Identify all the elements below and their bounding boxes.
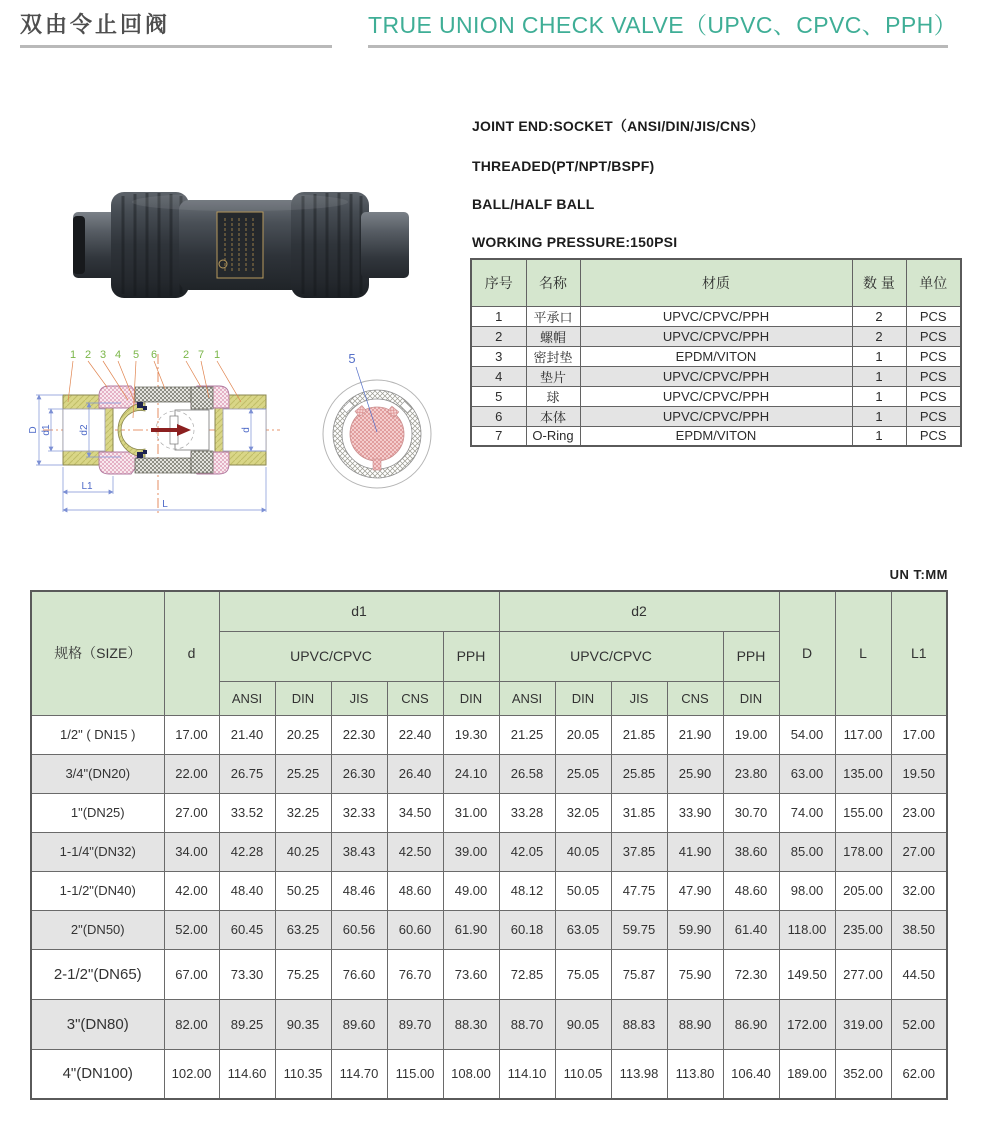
dim-value-cell: 20.25 xyxy=(275,715,331,754)
dim-value-cell: 59.75 xyxy=(611,910,667,949)
parts-table-cell: 1 xyxy=(852,366,906,386)
dim-value-cell: 42.28 xyxy=(219,832,275,871)
product-photo-valve xyxy=(65,152,415,340)
dim-table-row xyxy=(31,999,947,1049)
dim-table-row xyxy=(31,754,947,793)
dim-value-cell: 26.75 xyxy=(219,754,275,793)
parts-table-cell: 5 xyxy=(471,386,526,406)
dim-label-L1: L1 xyxy=(81,481,93,492)
parts-table-row xyxy=(471,406,961,426)
parts-table-cell: 1 xyxy=(852,386,906,406)
callout-2b: 2 xyxy=(182,349,190,361)
dim-value-cell: 82.00 xyxy=(164,999,219,1049)
parts-table-cell: PCS xyxy=(906,366,961,386)
dim-value-cell: 114.70 xyxy=(331,1049,387,1099)
parts-header-name: 名称 xyxy=(526,259,580,306)
size-cell: 1-1/2"(DN40) xyxy=(31,871,164,910)
dim-value-cell: 48.60 xyxy=(723,871,779,910)
dim-value-cell: 205.00 xyxy=(835,871,891,910)
parts-table-cell: EPDM/VITON xyxy=(580,346,852,366)
dim-value-cell: 59.90 xyxy=(667,910,723,949)
parts-table-cell: 球 xyxy=(526,386,580,406)
dim-value-cell: 88.70 xyxy=(499,999,555,1049)
dim-value-cell: 115.00 xyxy=(387,1049,443,1099)
spec-line-pressure: WORKING PRESSURE:150PSI xyxy=(472,234,678,250)
dim-value-cell: 149.50 xyxy=(779,949,835,999)
spec-line-joint-end: JOINT END:SOCKET（ANSI/DIN/JIS/CNS） xyxy=(472,118,765,134)
technical-drawing xyxy=(25,345,465,537)
D-column-header: D xyxy=(779,591,835,715)
dim-value-cell: 23.80 xyxy=(723,754,779,793)
dim-value-cell: 63.25 xyxy=(275,910,331,949)
title-underline-left xyxy=(20,45,332,48)
dim-value-cell: 117.00 xyxy=(835,715,891,754)
dim-value-cell: 72.30 xyxy=(723,949,779,999)
dim-value-cell: 42.50 xyxy=(387,832,443,871)
d2-jis-header: JIS xyxy=(611,681,667,715)
dim-value-cell: 90.05 xyxy=(555,999,611,1049)
dim-value-cell: 277.00 xyxy=(835,949,891,999)
dim-value-cell: 24.10 xyxy=(443,754,499,793)
valve-end-view xyxy=(323,351,431,488)
dim-value-cell: 33.28 xyxy=(499,793,555,832)
dim-value-cell: 89.25 xyxy=(219,999,275,1049)
dim-value-cell: 17.00 xyxy=(164,715,219,754)
d2-pph-header: PPH xyxy=(723,631,779,681)
callout-1b: 1 xyxy=(213,349,221,361)
d2-ansi-header: ANSI xyxy=(499,681,555,715)
page-title-english: TRUE UNION CHECK VALVE（UPVC、CPVC、PPH） xyxy=(368,12,958,38)
dim-value-cell: 76.70 xyxy=(387,949,443,999)
dim-value-cell: 135.00 xyxy=(835,754,891,793)
parts-table-cell: 2 xyxy=(471,326,526,346)
size-cell: 1/2" ( DN15 ) xyxy=(31,715,164,754)
end-view-callout-5: 5 xyxy=(348,351,356,366)
dim-value-cell: 25.90 xyxy=(667,754,723,793)
dim-value-cell: 48.12 xyxy=(499,871,555,910)
parts-table-cell: 1 xyxy=(852,426,906,446)
parts-header-no: 序号 xyxy=(471,259,526,306)
d1-pph-din-header: DIN xyxy=(443,681,499,715)
dim-value-cell: 50.05 xyxy=(555,871,611,910)
dim-value-cell: 67.00 xyxy=(164,949,219,999)
parts-table-cell: 2 xyxy=(852,306,906,326)
dim-value-cell: 25.25 xyxy=(275,754,331,793)
dim-value-cell: 19.50 xyxy=(891,754,947,793)
dim-value-cell: 32.00 xyxy=(891,871,947,910)
dim-value-cell: 114.10 xyxy=(499,1049,555,1099)
dim-value-cell: 34.50 xyxy=(387,793,443,832)
dim-label-d: d xyxy=(241,427,252,433)
size-cell: 2"(DN50) xyxy=(31,910,164,949)
d2-pph-din-header: DIN xyxy=(723,681,779,715)
dim-value-cell: 114.60 xyxy=(219,1049,275,1099)
dim-value-cell: 110.05 xyxy=(555,1049,611,1099)
callout-5: 5 xyxy=(132,349,140,361)
parts-table-cell: EPDM/VITON xyxy=(580,426,852,446)
spec-line-ball: BALL/HALF BALL xyxy=(472,196,595,212)
dim-value-cell: 34.00 xyxy=(164,832,219,871)
dim-value-cell: 108.00 xyxy=(443,1049,499,1099)
dim-value-cell: 38.50 xyxy=(891,910,947,949)
dim-value-cell: 44.50 xyxy=(891,949,947,999)
dim-value-cell: 75.87 xyxy=(611,949,667,999)
valve-photo-graphic xyxy=(73,192,409,298)
dim-value-cell: 25.05 xyxy=(555,754,611,793)
d2-cns-header: CNS xyxy=(667,681,723,715)
parts-table xyxy=(470,258,962,447)
dim-value-cell: 75.90 xyxy=(667,949,723,999)
dim-value-cell: 26.58 xyxy=(499,754,555,793)
dim-value-cell: 48.40 xyxy=(219,871,275,910)
dim-value-cell: 352.00 xyxy=(835,1049,891,1099)
callout-7: 7 xyxy=(197,349,205,361)
parts-table-cell: 4 xyxy=(471,366,526,386)
dim-value-cell: 37.85 xyxy=(611,832,667,871)
parts-table-cell: PCS xyxy=(906,346,961,366)
dim-value-cell: 49.00 xyxy=(443,871,499,910)
parts-table-cell: O-Ring xyxy=(526,426,580,446)
d1-group-header: d1 xyxy=(219,591,499,631)
parts-table-cell: PCS xyxy=(906,426,961,446)
unit-note: UN T:MM xyxy=(889,567,948,582)
spec-line-threaded: THREADED(PT/NPT/BSPF) xyxy=(472,158,655,174)
dim-value-cell: 60.56 xyxy=(331,910,387,949)
parts-table-cell: 7 xyxy=(471,426,526,446)
dim-value-cell: 22.30 xyxy=(331,715,387,754)
dim-value-cell: 21.40 xyxy=(219,715,275,754)
dim-value-cell: 47.90 xyxy=(667,871,723,910)
d1-cns-header: CNS xyxy=(387,681,443,715)
dimension-table xyxy=(30,590,948,1100)
parts-table-cell: 1 xyxy=(852,346,906,366)
size-column-header: 规格（SIZE） xyxy=(31,591,164,715)
dim-value-cell: 21.25 xyxy=(499,715,555,754)
parts-table-cell: UPVC/CPVC/PPH xyxy=(580,366,852,386)
callout-6: 6 xyxy=(150,349,158,361)
dim-value-cell: 48.46 xyxy=(331,871,387,910)
dim-value-cell: 47.75 xyxy=(611,871,667,910)
dim-value-cell: 26.40 xyxy=(387,754,443,793)
dim-table-row xyxy=(31,949,947,999)
callout-4: 4 xyxy=(114,349,122,361)
d1-upvc-cpvc-header: UPVC/CPVC xyxy=(219,631,443,681)
parts-table-cell: UPVC/CPVC/PPH xyxy=(580,386,852,406)
dim-value-cell: 38.43 xyxy=(331,832,387,871)
dim-value-cell: 38.60 xyxy=(723,832,779,871)
dim-value-cell: 48.60 xyxy=(387,871,443,910)
d2-group-header: d2 xyxy=(499,591,779,631)
dim-table-row xyxy=(31,910,947,949)
dim-value-cell: 42.05 xyxy=(499,832,555,871)
dim-value-cell: 178.00 xyxy=(835,832,891,871)
parts-table-cell: 垫片 xyxy=(526,366,580,386)
dim-table-row xyxy=(31,793,947,832)
dim-value-cell: 113.80 xyxy=(667,1049,723,1099)
dim-value-cell: 33.90 xyxy=(667,793,723,832)
d1-pph-header: PPH xyxy=(443,631,499,681)
dim-value-cell: 86.90 xyxy=(723,999,779,1049)
parts-table-row xyxy=(471,346,961,366)
dim-value-cell: 63.05 xyxy=(555,910,611,949)
dim-value-cell: 30.70 xyxy=(723,793,779,832)
dim-value-cell: 25.85 xyxy=(611,754,667,793)
dim-value-cell: 60.45 xyxy=(219,910,275,949)
dim-value-cell: 85.00 xyxy=(779,832,835,871)
dim-value-cell: 189.00 xyxy=(779,1049,835,1099)
dim-value-cell: 74.00 xyxy=(779,793,835,832)
d1-jis-header: JIS xyxy=(331,681,387,715)
dim-table-row xyxy=(31,871,947,910)
dim-value-cell: 26.30 xyxy=(331,754,387,793)
title-underline-right xyxy=(368,45,948,48)
dim-value-cell: 50.25 xyxy=(275,871,331,910)
valve-cross-section xyxy=(28,349,280,514)
parts-table-cell: 1 xyxy=(852,406,906,426)
dim-value-cell: 33.52 xyxy=(219,793,275,832)
dim-value-cell: 155.00 xyxy=(835,793,891,832)
dim-value-cell: 42.00 xyxy=(164,871,219,910)
parts-table-cell: 6 xyxy=(471,406,526,426)
dim-value-cell: 172.00 xyxy=(779,999,835,1049)
dim-value-cell: 32.33 xyxy=(331,793,387,832)
dim-value-cell: 89.70 xyxy=(387,999,443,1049)
dim-value-cell: 40.05 xyxy=(555,832,611,871)
page-title-chinese: 双由令止回阀 xyxy=(20,12,171,37)
dim-value-cell: 17.00 xyxy=(891,715,947,754)
dim-value-cell: 118.00 xyxy=(779,910,835,949)
dim-value-cell: 75.05 xyxy=(555,949,611,999)
L1-column-header: L1 xyxy=(891,591,947,715)
parts-table-cell: UPVC/CPVC/PPH xyxy=(580,306,852,326)
parts-table-cell: UPVC/CPVC/PPH xyxy=(580,406,852,426)
size-cell: 2-1/2"(DN65) xyxy=(31,949,164,999)
dim-value-cell: 31.00 xyxy=(443,793,499,832)
parts-header-unit: 单位 xyxy=(906,259,961,306)
d1-ansi-header: ANSI xyxy=(219,681,275,715)
dim-value-cell: 22.40 xyxy=(387,715,443,754)
parts-table-cell: 1 xyxy=(471,306,526,326)
parts-table-body xyxy=(471,306,961,446)
dim-value-cell: 19.30 xyxy=(443,715,499,754)
dim-value-cell: 40.25 xyxy=(275,832,331,871)
dim-value-cell: 61.40 xyxy=(723,910,779,949)
dim-value-cell: 27.00 xyxy=(164,793,219,832)
parts-table-cell: UPVC/CPVC/PPH xyxy=(580,326,852,346)
dim-label-d2: d2 xyxy=(79,424,90,436)
parts-header-material: 材质 xyxy=(580,259,852,306)
dim-value-cell: 88.90 xyxy=(667,999,723,1049)
dim-value-cell: 54.00 xyxy=(779,715,835,754)
dim-label-L: L xyxy=(162,499,168,510)
size-cell: 4"(DN100) xyxy=(31,1049,164,1099)
dim-value-cell: 235.00 xyxy=(835,910,891,949)
parts-table-cell: 3 xyxy=(471,346,526,366)
d2-din-header: DIN xyxy=(555,681,611,715)
dim-value-cell: 27.00 xyxy=(891,832,947,871)
dim-table-row xyxy=(31,1049,947,1099)
dim-value-cell: 32.25 xyxy=(275,793,331,832)
dim-value-cell: 22.00 xyxy=(164,754,219,793)
dim-value-cell: 61.90 xyxy=(443,910,499,949)
callout-1a: 1 xyxy=(69,349,77,361)
dim-value-cell: 39.00 xyxy=(443,832,499,871)
size-cell: 1-1/4"(DN32) xyxy=(31,832,164,871)
parts-table-cell: PCS xyxy=(906,326,961,346)
dim-value-cell: 75.25 xyxy=(275,949,331,999)
parts-table-cell: PCS xyxy=(906,386,961,406)
dim-value-cell: 102.00 xyxy=(164,1049,219,1099)
dim-value-cell: 90.35 xyxy=(275,999,331,1049)
dim-value-cell: 31.85 xyxy=(611,793,667,832)
callout-3: 3 xyxy=(99,349,107,361)
d1-din-header: DIN xyxy=(275,681,331,715)
d-column-header: d xyxy=(164,591,219,715)
dim-value-cell: 319.00 xyxy=(835,999,891,1049)
dim-value-cell: 73.30 xyxy=(219,949,275,999)
parts-table-cell: 2 xyxy=(852,326,906,346)
dim-table-row xyxy=(31,715,947,754)
dim-value-cell: 21.85 xyxy=(611,715,667,754)
parts-table-row xyxy=(471,326,961,346)
dim-value-cell: 32.05 xyxy=(555,793,611,832)
dim-value-cell: 113.98 xyxy=(611,1049,667,1099)
parts-header-qty: 数 量 xyxy=(852,259,906,306)
dim-label-D: D xyxy=(28,426,39,434)
dim-value-cell: 21.90 xyxy=(667,715,723,754)
dim-value-cell: 60.18 xyxy=(499,910,555,949)
dim-value-cell: 63.00 xyxy=(779,754,835,793)
L-column-header: L xyxy=(835,591,891,715)
dim-value-cell: 19.00 xyxy=(723,715,779,754)
parts-table-cell: PCS xyxy=(906,406,961,426)
d2-upvc-cpvc-header: UPVC/CPVC xyxy=(499,631,723,681)
dim-value-cell: 98.00 xyxy=(779,871,835,910)
dim-value-cell: 106.40 xyxy=(723,1049,779,1099)
dim-value-cell: 52.00 xyxy=(891,999,947,1049)
dim-table-body xyxy=(31,715,947,1099)
dim-table-row xyxy=(31,832,947,871)
size-cell: 3/4"(DN20) xyxy=(31,754,164,793)
dim-value-cell: 73.60 xyxy=(443,949,499,999)
dim-value-cell: 52.00 xyxy=(164,910,219,949)
parts-table-row xyxy=(471,306,961,326)
callout-2a: 2 xyxy=(84,349,92,361)
dim-value-cell: 89.60 xyxy=(331,999,387,1049)
dim-label-d1: d1 xyxy=(41,424,52,436)
parts-table-cell: PCS xyxy=(906,306,961,326)
size-cell: 1"(DN25) xyxy=(31,793,164,832)
dim-value-cell: 88.30 xyxy=(443,999,499,1049)
dim-value-cell: 72.85 xyxy=(499,949,555,999)
parts-table-cell: 平承口 xyxy=(526,306,580,326)
dim-value-cell: 110.35 xyxy=(275,1049,331,1099)
dim-value-cell: 60.60 xyxy=(387,910,443,949)
dim-value-cell: 62.00 xyxy=(891,1049,947,1099)
parts-table-row xyxy=(471,426,961,446)
spec-text-block xyxy=(472,116,764,272)
dim-value-cell: 23.00 xyxy=(891,793,947,832)
dim-value-cell: 20.05 xyxy=(555,715,611,754)
parts-table-cell: 螺帽 xyxy=(526,326,580,346)
parts-table-cell: 密封垫 xyxy=(526,346,580,366)
parts-table-row xyxy=(471,366,961,386)
dim-value-cell: 88.83 xyxy=(611,999,667,1049)
parts-table-row xyxy=(471,386,961,406)
parts-table-cell: 本体 xyxy=(526,406,580,426)
dim-value-cell: 76.60 xyxy=(331,949,387,999)
dim-value-cell: 41.90 xyxy=(667,832,723,871)
size-cell: 3"(DN80) xyxy=(31,999,164,1049)
